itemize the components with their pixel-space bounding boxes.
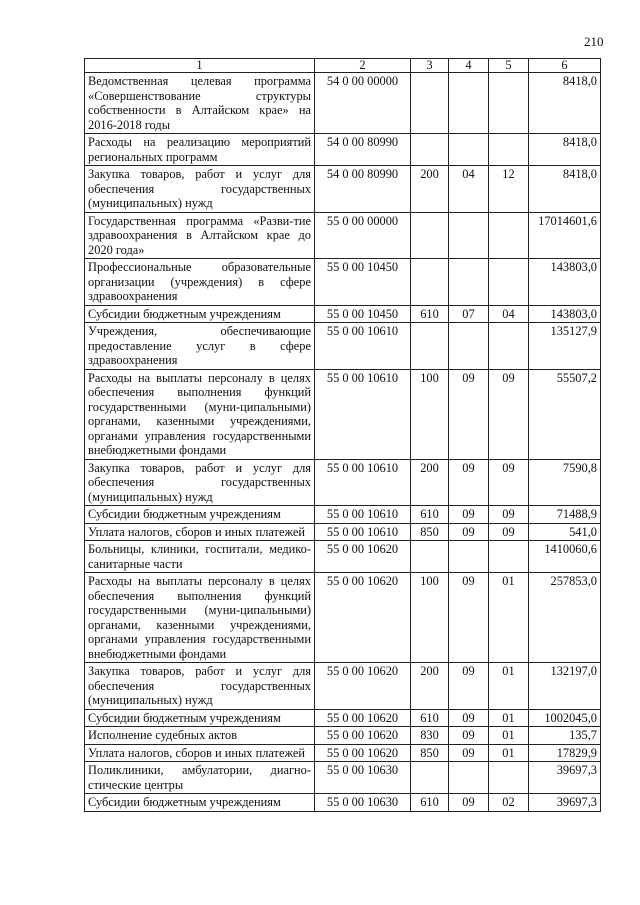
row-code-cell: 55 0 00 10610 [315,369,411,459]
row-subsection-cell [489,73,529,134]
row-section-cell [449,541,489,573]
row-code-cell: 55 0 00 10630 [315,762,411,794]
row-subsection-cell [489,134,529,166]
row-name-cell: Учреждения, обеспечивающие предоставление услуг в сфере здравоохранения [85,323,315,370]
table-row [85,727,601,745]
row-name-cell: Закупка товаров, работ и услуг для обеспечения государственных (муниципальных) нужд [85,166,315,213]
row-section-cell [449,134,489,166]
row-subsection-cell [489,541,529,573]
row-expense-type-cell [411,212,449,259]
row-sum-cell: 143803,0 [529,305,601,323]
row-name-cell: Больницы, клиники, госпитали, медико-санитарные части [85,541,315,573]
row-code-cell: 55 0 00 10610 [315,323,411,370]
row-name-cell: Уплата налогов, сборов и иных платежей [85,523,315,541]
row-code-cell: 55 0 00 10620 [315,744,411,762]
row-section-cell: 09 [449,369,489,459]
row-expense-type-cell [411,73,449,134]
row-subsection-cell [489,323,529,370]
row-section-cell: 07 [449,305,489,323]
row-section-cell: 04 [449,166,489,213]
row-subsection-cell: 01 [489,727,529,745]
row-section-cell [449,259,489,306]
row-sum-cell: 8418,0 [529,73,601,134]
row-sum-cell: 1002045,0 [529,709,601,727]
row-expense-type-cell [411,762,449,794]
row-expense-type-cell: 610 [411,305,449,323]
row-code-cell: 55 0 00 10620 [315,709,411,727]
page-number: 210 [584,34,604,49]
row-subsection-cell: 04 [489,305,529,323]
row-sum-cell: 143803,0 [529,259,601,306]
row-name-cell: Субсидии бюджетным учреждениям [85,794,315,812]
table-row [85,369,601,459]
row-expense-type-cell: 100 [411,369,449,459]
table-row [85,506,601,524]
row-name-cell: Ведомственная целевая программа «Совершенствование структуры собственности в Алтайском крае» на 2016-2018 годы [85,73,315,134]
row-section-cell [449,323,489,370]
row-sum-cell: 541,0 [529,523,601,541]
budget-table [84,58,601,812]
row-section-cell [449,762,489,794]
table-row [85,541,601,573]
row-subsection-cell: 01 [489,709,529,727]
column-header: 1 [85,59,315,73]
row-code-cell: 55 0 00 10610 [315,459,411,506]
row-code-cell: 55 0 00 10630 [315,794,411,812]
row-name-cell: Субсидии бюджетным учреждениям [85,305,315,323]
row-subsection-cell: 09 [489,523,529,541]
table-row [85,663,601,710]
column-header: 4 [449,59,489,73]
row-name-cell: Расходы на выплаты персоналу в целях обеспечения выполнения функций государственными (муни-ципальными) органами, казенными учреждениями, органами управления государственными внебюджетными фондами [85,369,315,459]
row-section-cell: 09 [449,744,489,762]
row-expense-type-cell: 850 [411,523,449,541]
row-name-cell: Уплата налогов, сборов и иных платежей [85,744,315,762]
table-row [85,744,601,762]
row-name-cell: Профессиональные образовательные организации (учреждения) в сфере здравоохранения [85,259,315,306]
row-code-cell: 54 0 00 80990 [315,166,411,213]
row-sum-cell: 8418,0 [529,134,601,166]
row-subsection-cell: 02 [489,794,529,812]
row-name-cell: Закупка товаров, работ и услуг для обеспечения государственных (муниципальных) нужд [85,663,315,710]
row-expense-type-cell: 610 [411,709,449,727]
table-row [85,459,601,506]
table-row [85,212,601,259]
row-code-cell: 55 0 00 10450 [315,259,411,306]
row-code-cell: 54 0 00 00000 [315,73,411,134]
row-sum-cell: 71488,9 [529,506,601,524]
row-section-cell: 09 [449,459,489,506]
row-code-cell: 54 0 00 80990 [315,134,411,166]
row-name-cell: Субсидии бюджетным учреждениям [85,709,315,727]
row-section-cell: 09 [449,573,489,663]
table-row [85,305,601,323]
row-section-cell: 09 [449,709,489,727]
row-expense-type-cell [411,134,449,166]
row-sum-cell: 17014601,6 [529,212,601,259]
column-header: 5 [489,59,529,73]
row-sum-cell: 39697,3 [529,794,601,812]
column-header: 3 [411,59,449,73]
row-code-cell: 55 0 00 10620 [315,541,411,573]
row-subsection-cell: 01 [489,663,529,710]
row-code-cell: 55 0 00 10620 [315,663,411,710]
row-code-cell: 55 0 00 00000 [315,212,411,259]
row-expense-type-cell [411,259,449,306]
row-code-cell: 55 0 00 10620 [315,573,411,663]
row-expense-type-cell: 200 [411,663,449,710]
row-sum-cell: 17829,9 [529,744,601,762]
row-name-cell: Расходы на реализацию мероприятий региональных программ [85,134,315,166]
row-sum-cell: 8418,0 [529,166,601,213]
row-expense-type-cell [411,323,449,370]
row-subsection-cell: 09 [489,459,529,506]
row-sum-cell: 39697,3 [529,762,601,794]
table-row [85,166,601,213]
row-sum-cell: 1410060,6 [529,541,601,573]
row-code-cell: 55 0 00 10610 [315,523,411,541]
table-row [85,794,601,812]
row-sum-cell: 135,7 [529,727,601,745]
row-subsection-cell: 01 [489,744,529,762]
row-section-cell: 09 [449,523,489,541]
row-section-cell: 09 [449,506,489,524]
column-header: 2 [315,59,411,73]
table-row [85,323,601,370]
table-row [85,259,601,306]
table-row [85,134,601,166]
row-name-cell: Государственная программа «Разви-тие здравоохранения в Алтайском крае до 2020 года» [85,212,315,259]
row-name-cell: Субсидии бюджетным учреждениям [85,506,315,524]
row-expense-type-cell: 610 [411,506,449,524]
table-row [85,523,601,541]
row-expense-type-cell: 610 [411,794,449,812]
row-expense-type-cell: 830 [411,727,449,745]
row-subsection-cell: 09 [489,369,529,459]
row-name-cell: Расходы на выплаты персоналу в целях обеспечения выполнения функций государственными (муни-ципальными) органами, казенными учреждениями, органами управления государственными внебюджетными фондами [85,573,315,663]
row-section-cell: 09 [449,794,489,812]
row-section-cell [449,73,489,134]
row-name-cell: Исполнение судебных актов [85,727,315,745]
row-subsection-cell: 01 [489,573,529,663]
row-section-cell: 09 [449,663,489,710]
row-subsection-cell [489,762,529,794]
table-row [85,709,601,727]
row-name-cell: Поликлиники, амбулатории, диагно-стические центры [85,762,315,794]
row-code-cell: 55 0 00 10450 [315,305,411,323]
row-code-cell: 55 0 00 10610 [315,506,411,524]
table-row [85,573,601,663]
row-expense-type-cell [411,541,449,573]
table-row [85,762,601,794]
table-header-row [85,59,601,73]
row-section-cell [449,212,489,259]
row-subsection-cell: 12 [489,166,529,213]
row-subsection-cell [489,259,529,306]
row-sum-cell: 257853,0 [529,573,601,663]
column-header: 6 [529,59,601,73]
row-code-cell: 55 0 00 10620 [315,727,411,745]
row-subsection-cell [489,212,529,259]
row-expense-type-cell: 200 [411,166,449,213]
table-row [85,73,601,134]
row-expense-type-cell: 850 [411,744,449,762]
row-section-cell: 09 [449,727,489,745]
row-sum-cell: 135127,9 [529,323,601,370]
row-expense-type-cell: 200 [411,459,449,506]
row-sum-cell: 132197,0 [529,663,601,710]
row-sum-cell: 7590,8 [529,459,601,506]
row-subsection-cell: 09 [489,506,529,524]
row-name-cell: Закупка товаров, работ и услуг для обеспечения государственных (муниципальных) нужд [85,459,315,506]
row-expense-type-cell: 100 [411,573,449,663]
row-sum-cell: 55507,2 [529,369,601,459]
